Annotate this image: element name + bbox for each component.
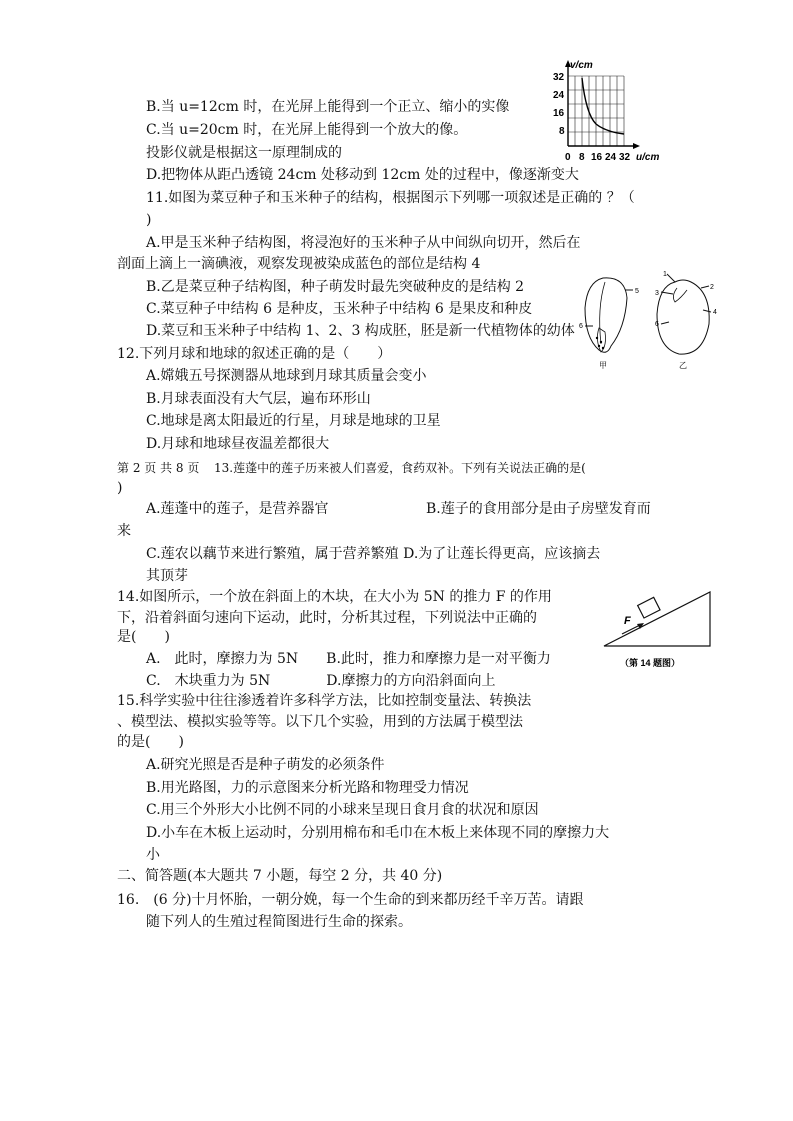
q12-option-c: C.地球是离太阳最近的行星，月球是地球的卫星 (146, 413, 441, 429)
wooden-block (638, 597, 660, 618)
q13-option-b: B.莲子的食用部分是由子房壁发育而 (426, 501, 651, 517)
q12-stem: 12.下列月球和地球的叙述正确的是（ ） (117, 346, 392, 362)
q14-stem-cont2: 是( ) (117, 629, 170, 645)
incline-slope (604, 592, 710, 646)
q10-option-d: D.把物体从距凸透镜 24cm 处移动到 12cm 处的过程中，像逐渐变大 (146, 167, 579, 183)
q10-option-c-cont: 投影仪就是根据这一原理制成的 (146, 145, 342, 161)
q12-option-b: B.月球表面没有大气层，遍布环形山 (146, 391, 371, 407)
fig-num: 5 (635, 288, 639, 295)
fig-num: 4 (713, 309, 717, 316)
q13-option-cd-cont: 其顶芽 (146, 568, 188, 584)
corn-seed-outline (585, 278, 627, 352)
q14-stem: 14.如图所示，一个放在斜面上的木块，在大小为 5N 的推力 F 的作用 (117, 589, 552, 605)
q15-stem-cont2: 的是( ) (117, 734, 184, 750)
fig-num: 2 (710, 284, 714, 291)
q14-stem-cont: 下，沿着斜面匀速向下运动，此时，分析其过程，下列说法中正确的 (117, 610, 537, 626)
q12-option-a: A.嫦娥五号探测器从地球到月球其质量会变小 (146, 368, 427, 384)
figure-caption: （第 14 题图） (620, 658, 681, 668)
incline-figure (600, 588, 720, 672)
fig-label-jia: 甲 (599, 361, 607, 370)
q15-option-d-cont: 小 (146, 847, 160, 863)
q15-option-c: C.用三个外形大小比例不同的小球来呈现日食月食的状况和原因 (146, 802, 539, 818)
q12-option-d: D.月球和地球昼夜温差都很大 (146, 436, 330, 452)
q15-option-d: D.小车在木板上运动时，分别用棉布和毛巾在木板上来体现不同的摩擦力大 (146, 825, 610, 841)
force-label: F (624, 615, 631, 627)
page-footer: 第 2 页 共 8 页 (117, 461, 200, 475)
q14-option-ab: A. 此时，摩擦力为 5N B.此时，推力和摩擦力是一对平衡力 (146, 651, 551, 667)
lens-graph (548, 54, 690, 166)
graph-xtick: 8 (579, 152, 585, 163)
q15-stem: 15.科学实验中往往渗透着许多科学方法，比如控制变量法、转换法 (117, 693, 532, 709)
graph-ytick: 8 (559, 126, 565, 137)
q11-stem: 11.如图为菜豆种子和玉米种子的结构，根据图示下列哪一项叙述是正确的 ？（ (146, 190, 635, 206)
graph-ytick: 24 (553, 90, 565, 101)
q11-option-a-cont: 剖面上滴上一滴碘液，观察发现被染成蓝色的部位是结构 4 (117, 256, 481, 272)
q13-stem-cont: ) (117, 480, 123, 496)
graph-xtick: 16 (591, 152, 603, 163)
q15-stem-cont: 、模型法、模拟实验等等。以下几个实验，用到的方法属于模型法 (117, 714, 523, 730)
q13-option-b-cont: 来 (117, 523, 131, 539)
graph-ytick: 32 (553, 72, 565, 83)
q10-option-b: B.当 u=12cm 时，在光屏上能得到一个正立、缩小的实像 (146, 99, 510, 115)
q11-option-d: D.菜豆和玉米种子中结构 1、2、3 构成胚，胚是新一代植物体的幼体 (146, 323, 575, 339)
graph-xtick: 32 (619, 152, 631, 163)
section-title: 二、简答题(本大题共 7 小题，每空 2 分，共 40 分) (117, 868, 443, 884)
fig-label-yi: 乙 (679, 361, 687, 370)
q13-option-cd: C.莲农以藕节来进行繁殖，属于营养繁殖 D.为了让莲长得更高，应该摘去 (146, 546, 601, 562)
q16-stem: 16. (6 分)十月怀胎，一朝分娩，每一个生命的到来都历经千辛万苦。请跟 (117, 892, 584, 908)
graph-xlabel: u/cm (636, 152, 660, 163)
q10-option-c: C.当 u=20cm 时，在光屏上能得到一个放大的像。 (146, 122, 468, 138)
graph-ytick: 16 (553, 108, 565, 119)
seed-figure (575, 268, 725, 376)
q15-option-a: A.研究光照是否是种子萌发的必须条件 (146, 757, 385, 773)
q11-stem-cont: ) (146, 212, 152, 228)
q15-option-b: B.用光路图，力的示意图来分析光路和物理受力情况 (146, 780, 469, 796)
q11-option-a: A.甲是玉米种子结构图，将浸泡好的玉米种子从中间纵向切开，然后在 (146, 235, 581, 251)
q16-stem-cont: 随下列人的生殖过程简图进行生命的探索。 (146, 914, 412, 930)
fig-num: 3 (655, 290, 659, 297)
q11-option-c: C.菜豆种子中结构 6 是种皮，玉米种子中结构 6 是果皮和种皮 (146, 301, 533, 317)
q13-option-a: A.莲蓬中的莲子，是营养器官 (146, 501, 329, 517)
bean-seed-outline (657, 280, 709, 354)
q11-option-b: B.乙是菜豆种子结构图，种子萌发时最先突破种皮的是结构 2 (146, 279, 525, 295)
graph-xtick: 0 (565, 152, 571, 163)
q13-stem: 13.莲蓬中的莲子历来被人们喜爱，食药双补。下列有关说法正确的是( (214, 461, 586, 475)
graph-xtick: 24 (605, 152, 617, 163)
fig-num: 6 (655, 321, 659, 328)
q14-option-cd: C. 木块重力为 5N D.摩擦力的方向沿斜面向上 (146, 673, 496, 689)
graph-ylabel: v/cm (570, 60, 593, 71)
fig-num: 6 (579, 323, 583, 330)
fig-num: 1 (663, 271, 667, 278)
